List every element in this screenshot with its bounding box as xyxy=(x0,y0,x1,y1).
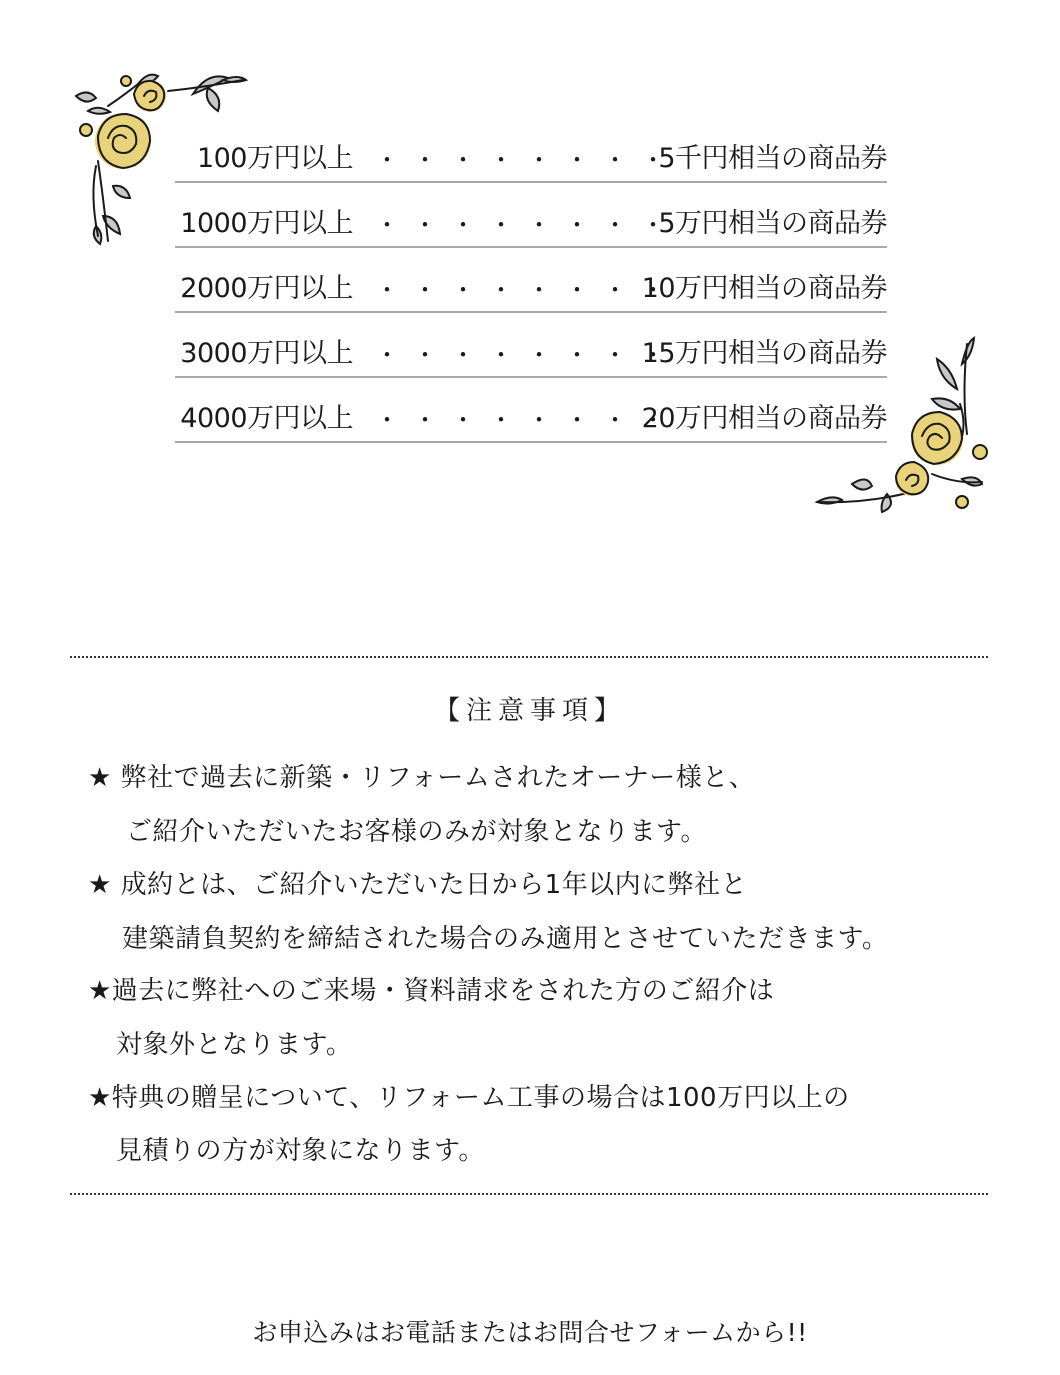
note-line: 見積りの方が対象になります。 xyxy=(116,1136,485,1166)
reward-amount: 1000万円以上 xyxy=(180,208,353,239)
footer-cta-text: お申込みはお電話またはお問合せフォームから!! xyxy=(252,1318,808,1347)
rose-corner-icon xyxy=(817,338,987,512)
dot-leader: ・・・・・・・・ xyxy=(375,211,679,239)
dot-leader: ・・・・・・・・ xyxy=(375,406,679,434)
note-line: ご紹介いただいたお客様のみが対象となります。 xyxy=(126,817,707,847)
reward-row xyxy=(175,378,887,443)
reward-prize: 15万円相当の商品券 xyxy=(641,338,887,369)
dotted-divider-bottom xyxy=(70,1193,988,1195)
rose-corner-decoration-bottom-right xyxy=(812,334,992,519)
notes-title: 【注意事項】 xyxy=(433,696,626,726)
note-line: ★特典の贈呈について、リフォーム工事の場合は100万円以上の xyxy=(88,1083,850,1113)
reward-row xyxy=(175,135,887,183)
reward-prize: 20万円相当の商品券 xyxy=(641,403,887,434)
note-line: 対象外となります。 xyxy=(116,1030,353,1060)
dotted-divider-top xyxy=(70,656,988,658)
reward-prize: 10万円相当の商品券 xyxy=(641,273,887,304)
reward-row xyxy=(175,248,887,313)
reward-amount: 100万円以上 xyxy=(196,143,353,174)
reward-table xyxy=(175,135,887,443)
reward-prize: 5千円相当の商品券 xyxy=(658,143,887,174)
reward-amount: 2000万円以上 xyxy=(180,273,353,304)
dot-leader: ・・・・・・・・ xyxy=(375,341,679,369)
dot-leader: ・・・・・・・・ xyxy=(375,276,679,304)
reward-amount: 4000万円以上 xyxy=(180,403,353,434)
dot-leader: ・・・・・・・・ xyxy=(375,146,679,174)
reward-row xyxy=(175,313,887,378)
note-line: ★ 成約とは、ご紹介いただいた日から1年以内に弊社と xyxy=(88,870,748,900)
note-line: ★過去に弊社へのご来場・資料請求をされた方のご紹介は xyxy=(88,976,775,1006)
reward-prize: 5万円相当の商品券 xyxy=(658,208,887,239)
reward-amount: 3000万円以上 xyxy=(180,338,353,369)
reward-row xyxy=(175,183,887,248)
note-line: 建築請負契約を締結された場合のみ適用とさせていただきます。 xyxy=(122,924,889,954)
note-line: ★ 弊社で過去に新築・リフォームされたオーナー様と、 xyxy=(88,763,756,793)
